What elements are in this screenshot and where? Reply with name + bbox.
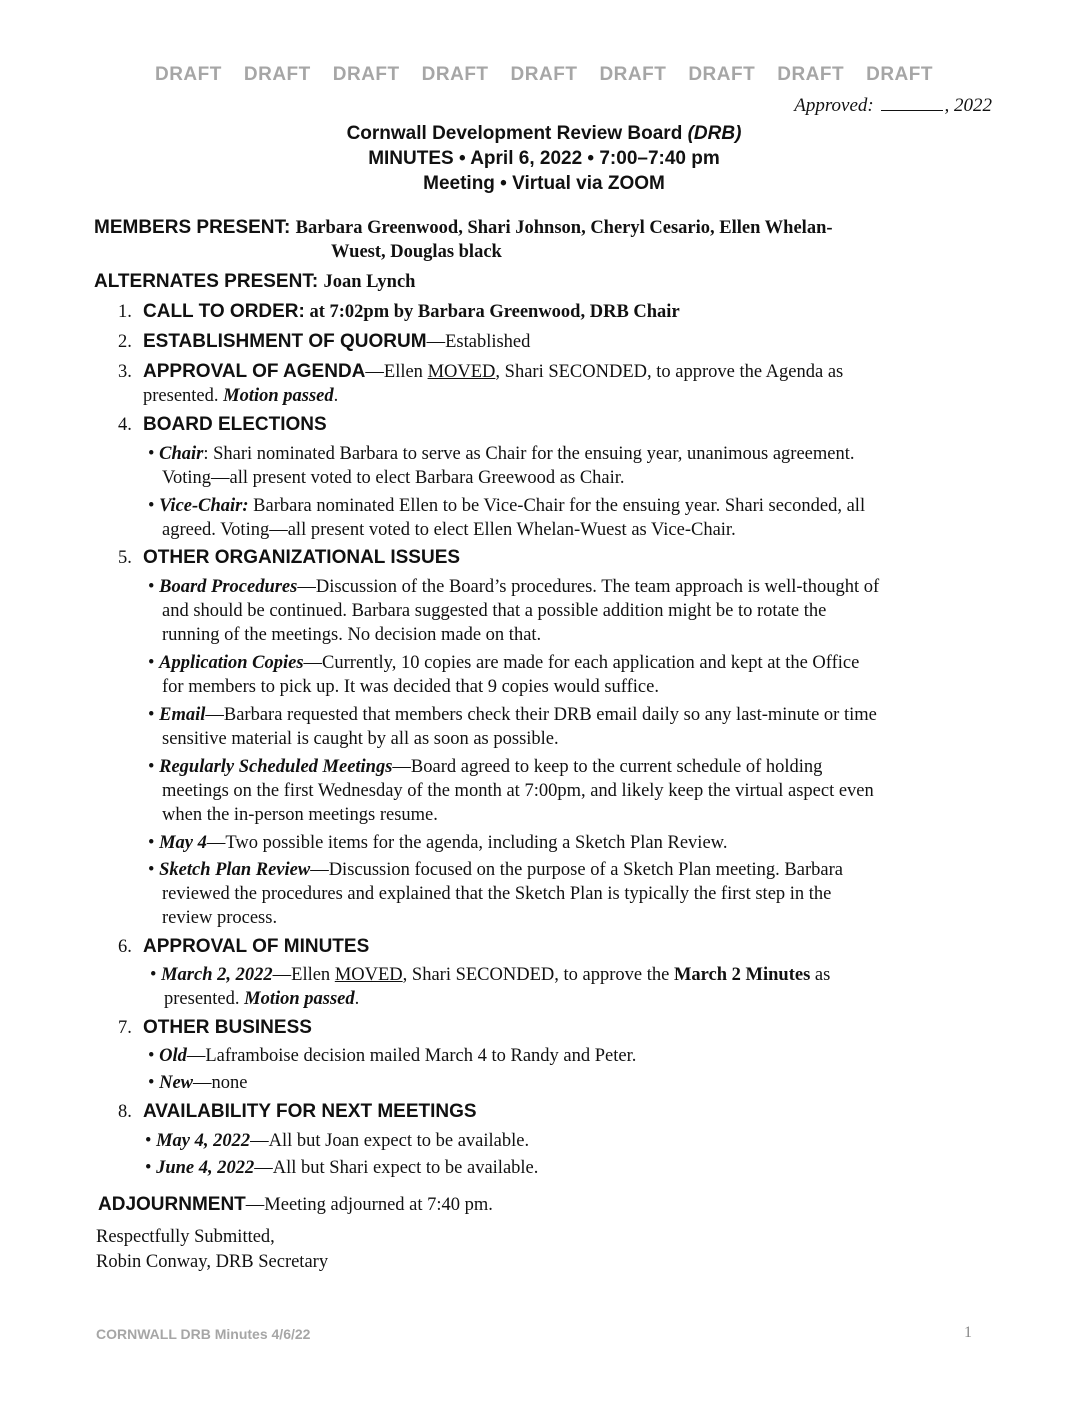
minutes-march-2: • March 2, 2022—Ellen MOVED, Shari SECONDED, to approve the March 2 Minutes as presented. Motion passed. (150, 965, 831, 1009)
item-heading: OTHER BUSINESS (143, 1017, 312, 1038)
page-footer: CORNWALL DRB Minutes 4/6/22 (96, 1326, 311, 1342)
business-new: • New—none (148, 1073, 248, 1093)
approved-line (794, 95, 992, 117)
bullet-text: running of the meetings. No decision made on that. (162, 625, 542, 645)
minutes-reference: March 2 Minutes (673, 965, 811, 985)
approved-year: , 2022 (944, 95, 992, 116)
meeting-type-line: Meeting • Virtual via ZOOM (423, 173, 665, 194)
draft-watermark: DRAFT (243, 64, 311, 85)
signoff (96, 1225, 328, 1275)
item-text: —Ellen (365, 362, 428, 382)
item-heading: AVAILABILITY FOR NEXT MEETINGS (143, 1101, 477, 1122)
bullet-text: sensitive material is caught by all as soon as possible. (162, 729, 559, 749)
bullet-text: Voting—all present voted to elect Barbara Greewood as Chair. (162, 468, 625, 488)
bullet-label: Old (159, 1046, 187, 1066)
meeting-date-line: MINUTES • April 6, 2022 • 7:00–7:40 pm (368, 148, 720, 169)
bullet-label: May 4, 2022 (156, 1131, 251, 1151)
moved-text: MOVED (427, 362, 496, 382)
item-text: at 7:02pm by Barbara Greenwood, DRB Chair (304, 302, 680, 322)
bullet-label: Vice-Chair: (159, 496, 249, 516)
bullet-text: for members to pick up. It was decided that 9 copies would suffice. (162, 677, 659, 697)
draft-watermark: DRAFT (777, 64, 845, 85)
item-number: 2. (118, 332, 132, 352)
bullet-label: New (159, 1073, 194, 1093)
availability-june: • June 4, 2022—All but Shari expect to be available. (145, 1158, 539, 1178)
item-heading: APPROVAL OF MINUTES (143, 936, 370, 957)
org-sketch-plan-review: • Sketch Plan Review—Discussion focused on the purpose of a Sketch Plan meeting. Barbara reviewed the procedures and explained that the Sketch Plan is typically the first step in the review process. (148, 858, 1008, 930)
bullet-text: when the in-person meetings resume. (162, 805, 438, 825)
bullet-text: —none (193, 1073, 248, 1093)
draft-watermark: DRAFT (866, 64, 933, 85)
business-old: • Old—Laframboise decision mailed March 4 to Randy and Peter. (148, 1046, 637, 1066)
item-heading: BOARD ELECTIONS (143, 414, 327, 435)
bullet-text: —All but Joan expect to be available. (250, 1131, 530, 1151)
item-heading: APPROVAL OF AGENDA (143, 361, 366, 382)
bullet-text: as (810, 965, 831, 985)
signoff-line: Respectfully Submitted, (96, 1227, 275, 1247)
secretary-name: Robin Conway, DRB Secretary (96, 1252, 329, 1272)
item-number: 1. (118, 302, 132, 322)
bullet-text: meetings on the first Wednesday of the month at 7:00pm, and likely keep the virtual aspect even (162, 781, 874, 801)
bullet-text: and should be continued. Barbara suggested that a possible addition might be to rotate the (162, 601, 827, 621)
bullet-label: May 4 (159, 833, 207, 853)
draft-watermark-row (0, 64, 1088, 86)
bullet-text: reviewed the procedures and explained that the Sketch Plan is typically the first step in the (162, 884, 832, 904)
adjournment-label: ADJOURNMENT (98, 1194, 246, 1215)
alternates-value: Joan Lynch (323, 272, 416, 292)
agenda-item-board-elections (118, 413, 998, 437)
motion-passed: Motion passed (223, 386, 334, 406)
draft-watermark: DRAFT (421, 64, 489, 85)
adjournment (98, 1193, 493, 1217)
bullet-label: June 4, 2022 (156, 1158, 255, 1178)
bullet-label: Sketch Plan Review (159, 860, 311, 880)
motion-passed: Motion passed (244, 989, 355, 1009)
org-email: • Email—Barbara requested that members check their DRB email daily so any last-minute or time sensitive material is caught by all as soon as possible. (148, 703, 1008, 751)
bullet-text: , Shari SECONDED, to approve the (402, 965, 674, 985)
bullet-text: —All but Shari expect to be available. (254, 1158, 539, 1178)
item-heading: CALL TO ORDER: (143, 301, 305, 322)
org-application-copies: • Application Copies—Currently, 10 copies are made for each application and kept at the Office for members to pick up. It was decided that 9 copies would suffice. (148, 651, 1008, 699)
org-board-procedures: • Board Procedures—Discussion of the Board’s procedures. The team approach is well-thought of and should be continued. Barbara suggested that a possible addition might be to rotate the running of the meetings. No decision made on that. (148, 575, 1008, 647)
bullet-label: March 2, 2022 (161, 965, 273, 985)
bullet-text: —Board agreed to keep to the current schedule of holding (392, 757, 823, 777)
agenda-item-availability (118, 1100, 998, 1124)
item-text: , Shari SECONDED, to approve the Agenda as (495, 362, 844, 382)
members-present: MEMBERS PRESENT: Barbara Greenwood, Shari Johnson, Cheryl Cesario, Ellen Whelan- (94, 217, 833, 238)
approved-label: Approved: (794, 95, 874, 116)
agenda-item-organizational-issues (118, 546, 998, 570)
board-name: Cornwall Development Review Board (346, 123, 688, 144)
draft-watermark: DRAFT (599, 64, 667, 85)
bullet-text: —Currently, 10 copies are made for each application and kept at the Office (303, 653, 860, 673)
election-chair: • Chair: Shari nominated Barbara to serve as Chair for the ensuing year, unanimous agreement. Voting—all present voted to elect Barbara Greewood as Chair. (148, 442, 1008, 490)
bullet-label: Board Procedures (159, 577, 298, 597)
page-number: 1 (964, 1324, 972, 1341)
item-number: 7. (118, 1018, 132, 1038)
members-list-line1: Barbara Greenwood, Shari Johnson, Cheryl Cesario, Ellen Whelan- (295, 218, 833, 238)
item-number: 6. (118, 937, 132, 957)
agenda-item-other-business (118, 1016, 998, 1040)
members-list-line2: Wuest, Douglas black (331, 242, 502, 262)
bullet-label: Chair (159, 444, 204, 464)
bullet-text: review process. (162, 908, 278, 928)
item-number: 5. (118, 548, 132, 568)
election-vice-chair: • Vice-Chair: Barbara nominated Ellen to be Vice-Chair for the ensuing year. Shari seconded, all agreed. Voting—all present voted to elect Ellen Whelan-Wuest as Vice-Chair. (148, 494, 1008, 542)
item-text: —Established (426, 332, 531, 352)
adjournment-text: —Meeting adjourned at 7:40 pm. (245, 1195, 493, 1215)
availability-may: • May 4, 2022—All but Joan expect to be available. (145, 1131, 530, 1151)
agenda-item-approval-of-agenda (118, 360, 998, 384)
agenda-item-quorum (118, 330, 998, 354)
item-number: 3. (118, 362, 132, 382)
item-heading: ESTABLISHMENT OF QUORUM (143, 331, 427, 352)
members-label: MEMBERS PRESENT (94, 217, 285, 238)
agenda-item-approval-line2 (143, 384, 1023, 408)
bullet-text: —Discussion of the Board’s procedures. The team approach is well-thought of (297, 577, 880, 597)
org-scheduled-meetings: • Regularly Scheduled Meetings—Board agreed to keep to the current schedule of holding meetings on the first Wednesday of the month at 7:00pm, and likely keep the virtual aspect even when the in-person meetings resume. (148, 755, 1008, 827)
document-title (0, 123, 1088, 145)
bullet-text: —Barbara requested that members check their DRB email daily so any last-minute or time (205, 705, 877, 725)
bullet-text: —Two possible items for the agenda, including a Sketch Plan Review. (206, 833, 728, 853)
draft-watermark: DRAFT (688, 64, 756, 85)
item-heading: OTHER ORGANIZATIONAL ISSUES (143, 547, 461, 568)
bullet-text: . (354, 989, 360, 1009)
bullet-text: agreed. Voting—all present voted to elect Ellen Whelan-Wuest as Vice-Chair. (162, 520, 736, 540)
bullet-text: : Shari nominated Barbara to serve as Chair for the ensuing year, unanimous agreement. (203, 444, 855, 464)
draft-watermark: DRAFT (154, 64, 222, 85)
item-text: presented. (143, 386, 224, 406)
moved-text: MOVED (334, 965, 403, 985)
item-number: 8. (118, 1102, 132, 1122)
bullet-label: Email (159, 705, 206, 725)
item-number: 4. (118, 415, 132, 435)
bullet-text: —Ellen (272, 965, 335, 985)
draft-watermark: DRAFT (332, 64, 400, 85)
draft-watermark: DRAFT (510, 64, 578, 85)
bullet-text: presented. (164, 989, 245, 1009)
bullet-text: —Laframboise decision mailed March 4 to Randy and Peter. (186, 1046, 637, 1066)
board-abbrev: (DRB) (687, 123, 742, 144)
item-text: . (333, 386, 339, 406)
alternates-label: ALTERNATES PRESENT (94, 271, 312, 292)
agenda-item-call-to-order (118, 300, 998, 324)
bullet-label: Application Copies (159, 653, 304, 673)
bullet-label: Regularly Scheduled Meetings (159, 757, 393, 777)
org-may-4: • May 4—Two possible items for the agenda, including a Sketch Plan Review. (148, 833, 728, 853)
agenda-item-approval-of-minutes (118, 935, 998, 959)
bullet-text: —Discussion focused on the purpose of a Sketch Plan meeting. Barbara (310, 860, 843, 880)
alternates-present: ALTERNATES PRESENT: Joan Lynch (94, 271, 416, 292)
bullet-text: Barbara nominated Ellen to be Vice-Chair for the ensuing year. Shari seconded, all (248, 496, 866, 516)
approved-date-blank (881, 110, 943, 111)
